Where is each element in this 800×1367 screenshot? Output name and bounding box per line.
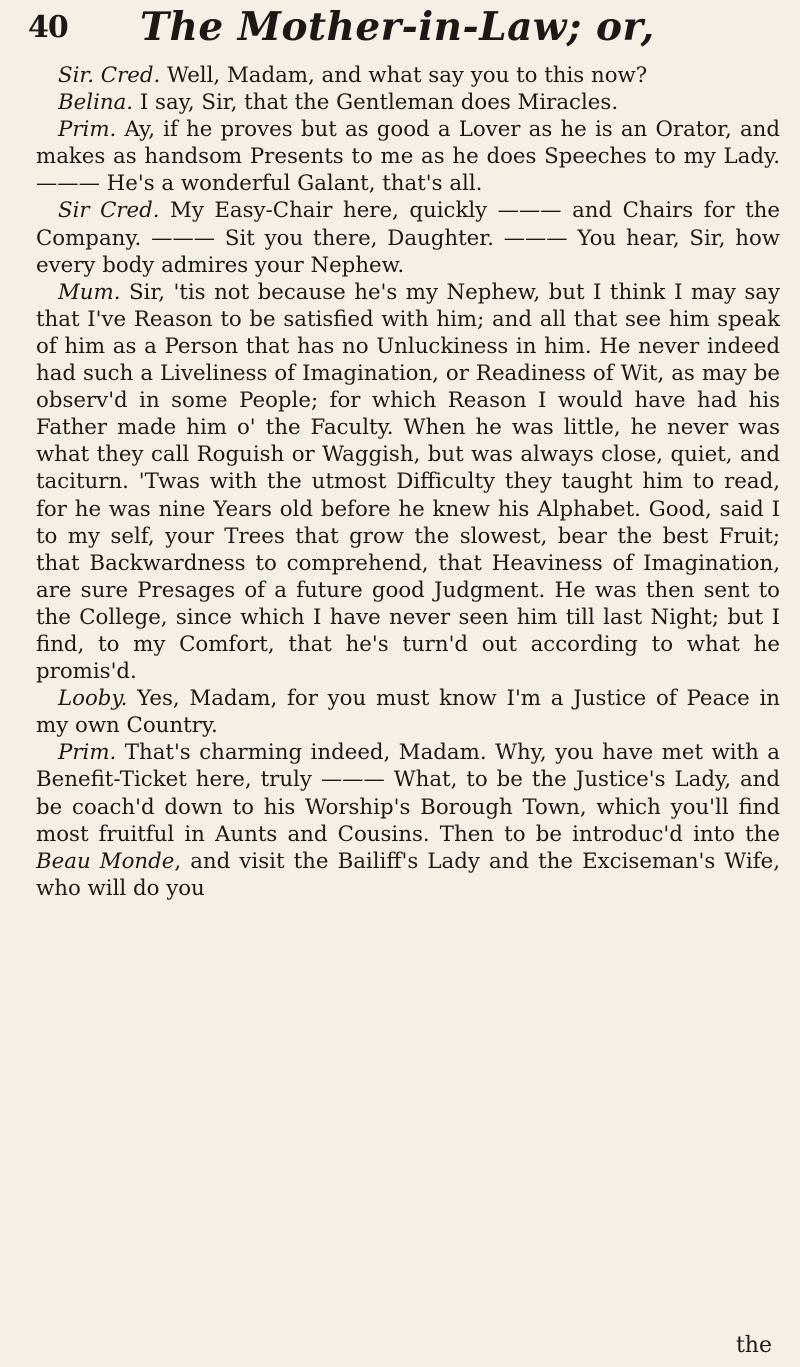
speech-text: Yes, Madam, for you must know I'm a Justice of Peace in my own Country. xyxy=(36,686,780,739)
speech-paragraph xyxy=(36,116,780,197)
speech-paragraph xyxy=(36,739,780,902)
speech-paragraph xyxy=(36,89,780,116)
speech-text: Well, Madam, and what say you to this now? xyxy=(160,63,648,88)
body-text xyxy=(36,62,780,902)
italic-title: Beau Monde xyxy=(36,848,175,874)
speaker-name: Belina. xyxy=(58,90,134,116)
speech-text: I say, Sir, that the Gentleman does Miracles. xyxy=(133,90,619,116)
speech-text: That's charming indeed, Madam. Why, you have met with a Benefit-Ticket here, truly ——— What, to be the Justice's Lady, and be coach'd down to his Worship's Borough Town, which you'll find most fruitful in Aunts and Cousins. Then to be introduc'd into the xyxy=(36,740,780,847)
speech-text-continued: , and visit the Bailiff's Lady and the Exciseman's Wife, who will do you xyxy=(36,848,780,901)
speech-text: My Easy-Chair here, quickly ——— and Chairs for the Company. ——— Sit you there, Daughter. ——— You hear, Sir, how every body admires your Nephew. xyxy=(36,198,780,278)
page-number: 40 xyxy=(28,10,68,45)
speaker-name: Sir. Cred. xyxy=(58,63,161,88)
catchword: the xyxy=(735,1333,772,1358)
speech-paragraph xyxy=(36,279,780,685)
speech-paragraph xyxy=(36,685,780,739)
page-header xyxy=(28,4,778,50)
running-title: The Mother-in-Law; or, xyxy=(140,4,655,50)
speech-text: Sir, 'tis not because he's my Nephew, but I think I may say that I've Reason to be satisfied with him; and all that see him speak of him as a Person that has no Unluckiness in him. He never indeed had such a Liveliness of Imagination, or Readiness of Wit, as may be observ'd in some People; for which Reason I would have had his Father made him o' the Faculty. When he was little, he never was what they call Roguish or Waggish, but was always close, quiet, and taciturn. 'Twas with the utmost Difficulty they taught him to read, for he was nine Years old before he knew his Alphabet. Good, said I to my self, your Trees that grow the slowest, bear the best Fruit; that Backwardness to comprehend, that Heaviness of Imagination, are sure Presages of a future good Judgment. He was then sent to the College, since which I have never seen him till last Night; but I find, to my Comfort, that he's turn'd out according to what he promis'd. xyxy=(36,279,780,685)
speech-paragraph xyxy=(36,62,780,89)
speaker-name: Mum. xyxy=(58,279,121,305)
speech-paragraph xyxy=(36,197,780,278)
speaker-name: Prim. xyxy=(58,740,117,766)
speech-text: Ay, if he proves but as good a Lover as he is an Orator, and makes as handsom Presents to me as he does Speeches to my Lady. ——— He's a wonderful Galant, that's all. xyxy=(36,117,780,197)
speaker-name: Sir Cred. xyxy=(58,198,160,224)
speaker-name: Prim. xyxy=(58,117,117,143)
speaker-name: Looby. xyxy=(58,686,128,712)
